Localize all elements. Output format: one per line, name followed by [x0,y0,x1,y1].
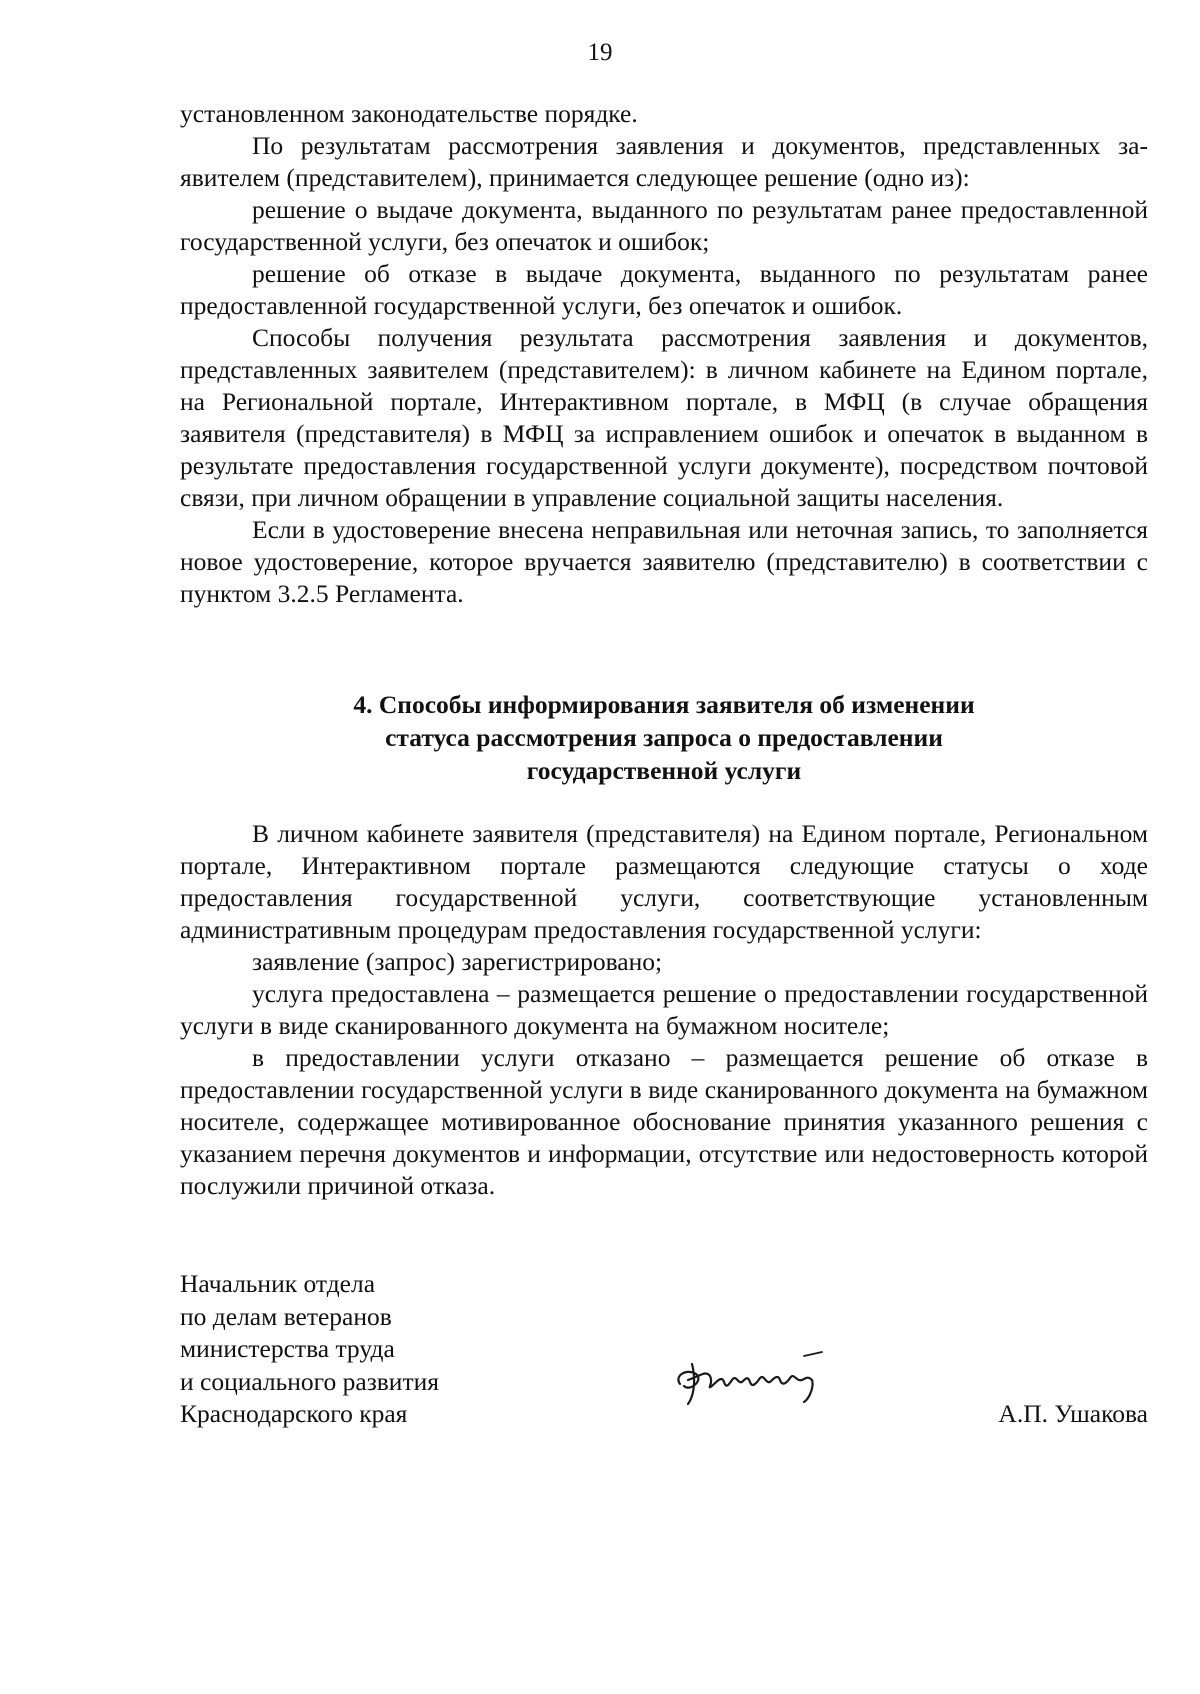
paragraph-2: По результатам рассмотрения заявления и документов, представленных заявителем (представителем), принимается следующее решение (одно из): [180,131,1148,192]
position-line-5: Краснодарского края [180,1399,408,1428]
paragraph-4: решение об отказе в выдаче документа, выданного по результатам ранее предоставленной государственной услуги, без опечаток и ошибок. [180,259,1148,320]
section-heading-line-3: государственной услуги [526,756,802,785]
section-paragraph-4: в предоставлении услуги отказано – размещается решение об отказе в предоставлении государственной услуги в виде сканированного документа на бумажном носителе, содержащее мотивированное обоснование принятия указанного решения с указанием перечня документов и информации, отсутствие или недостоверность которой послужили причиной отказа. [180,1043,1148,1200]
position-line-3: министерства труда [180,1334,395,1363]
page-number: 19 [587,39,613,66]
body-text [180,98,1148,610]
position-line-1: Начальник отдела [180,1269,376,1298]
paragraph-5: Способы получения результата рассмотрения заявления и документов, представленных заявителем (представителем): в личном кабинете на Едином портале, на Региональной портале, Интерактивном портале, в МФЦ (в случае обращения заявителя (представителя) в МФЦ за исправлением ошибок и опечаток в выданном в результате предоставления государственной услуги документе), посредством почтовой связи, при личном обращении в управление социальной защиты населения. [180,323,1148,512]
signatory-position [180,1268,439,1431]
paragraph-6: Если в удостоверение внесена неправильная или неточная запись, то заполняется новое удостоверение, которое вручается заявителю (представителю) в соответствии с пунктом 3.2.5 Регламента. [180,515,1148,608]
signature-stroke [678,1364,812,1404]
position-line-4: и социального развития [180,1366,439,1396]
section-paragraph-2: заявление (запрос) зарегистрировано; [252,947,663,976]
position-line-2: по делам ветеранов [180,1301,392,1331]
section-heading [180,688,1148,787]
paragraph-3: решение о выдаче документа, выданного по результатам ранее предоставленной государственной услуги, без опечаток и ошибок; [180,195,1148,256]
section-text [180,818,1148,1202]
handwritten-signature [666,1340,836,1410]
section-paragraph-1: В личном кабинете заявителя (представителя) на Едином портале, Региональном портале, Интерактивном портале размещаются следующие статусы о ходе предоставления государственной услуги, соответствующие установленным административным процедурам предоставления государственной услуги: [180,819,1148,944]
paragraph-1: установленном законодательстве порядке. [180,99,638,128]
signer-name: А.П. Ушакова [998,1399,1148,1428]
section-heading-line-1: 4. Способы информирования заявителя об изменении [353,690,975,719]
section-heading-line-2: статуса рассмотрения запроса о предоставлении [385,723,943,752]
signature-flourish [804,1352,822,1356]
section-paragraph-3: услуга предоставлена – размещается решение о предоставлении государственной услуги в виде сканированного документа на бумажном носителе; [180,979,1148,1040]
